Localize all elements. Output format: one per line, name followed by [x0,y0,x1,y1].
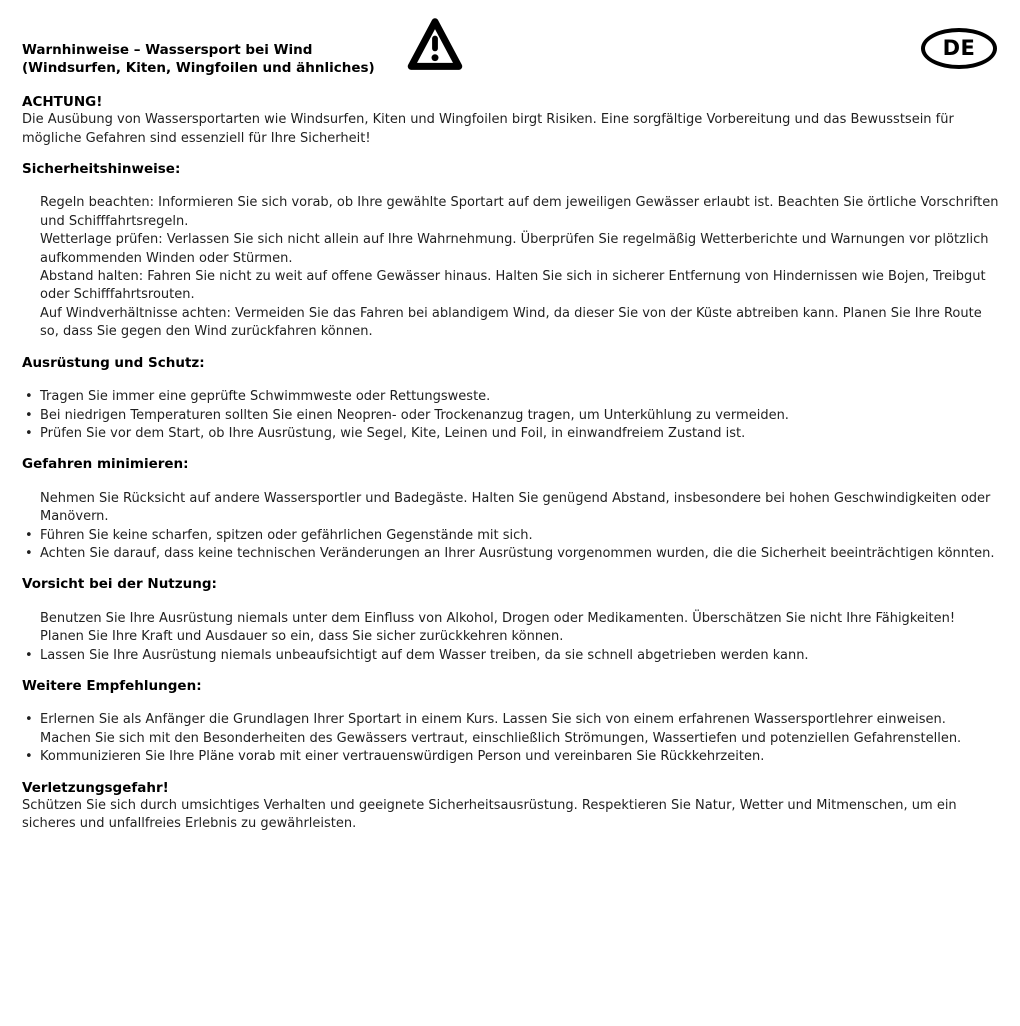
item-text: Lassen Sie Ihre Ausrüstung niemals unbeaufsichtigt auf dem Wasser treiben, da sie schnell abgetrieben werden kann. [40,647,809,663]
text-item [22,490,1000,527]
text-item [22,610,1000,647]
item-text: Achten Sie darauf, dass keine technischen Veränderungen an Ihrer Ausrüstung vorgenommen wurden, die die Sicherheit beeinträchtigen könnten. [40,545,995,561]
item-text: Führen Sie keine scharfen, spitzen oder gefährlichen Gegenstände mit sich. [40,527,533,543]
text-item [22,305,1000,342]
doc-section [22,455,1000,563]
item-text: Prüfen Sie vor dem Start, ob Ihre Ausrüstung, wie Segel, Kite, Leinen und Foil, in einwandfreiem Zustand ist. [40,425,746,441]
section-heading: ACHTUNG! [22,93,103,110]
item-text: Erlernen Sie als Anfänger die Grundlagen Ihrer Sportart in einem Kurs. Lassen Sie sich von einem erfahrenen Wassersportlehrer einweisen. [40,712,946,728]
item-text: Kommunizieren Sie Ihre Pläne vorab mit einer vertrauenswürdigen Person und vereinbaren Sie Rückkehrzeiten. [40,749,765,765]
text-item [22,231,1000,268]
bullet-item [22,527,1000,545]
item-text: Die Ausübung von Wassersportarten wie Windsurfen, Kiten und Wingfoilen birgt Risiken. Eine sorgfältige Vorbereitung und das Bewusstsein für mögliche Gefahren sind essenziell für Ihre Sicherheit! [22,112,954,146]
bullet-marker-icon: • [25,749,33,765]
item-text: Abstand halten: Fahren Sie nicht zu weit auf offene Gewässer hinaus. Halten Sie sich in sicherer Entfernung von Hindernissen wie Bojen, Treibgut oder Schifffahrtsrouten. [40,269,986,303]
document-title [22,41,1000,78]
section-heading: Vorsicht bei der Nutzung: [22,576,217,593]
bullet-marker-icon: • [25,545,33,561]
doc-section [22,677,1000,767]
warning-triangle-icon [406,16,464,75]
section-heading: Ausrüstung und Schutz: [22,354,205,371]
doc-section [22,160,1000,342]
bullet-item [22,545,1000,563]
doc-section [22,779,1000,834]
document-header [22,41,1000,78]
text-item [22,111,1000,148]
item-text: Bei niedrigen Temperaturen sollten Sie einen Neopren- oder Trockenanzug tragen, um Unterkühlung zu vermeiden. [40,407,789,423]
item-text: Regeln beachten: Informieren Sie sich vorab, ob Ihre gewählte Sportart auf dem jeweiligen Gewässer erlaubt ist. Beachten Sie örtliche Vorschriften und Schifffahrtsregeln. [40,195,999,229]
title-line-1: Warnhinweise – Wassersport bei Wind [22,42,313,58]
item-text: Wetterlage prüfen: Verlassen Sie sich nicht allein auf Ihre Wahrnehmung. Überprüfen Sie regelmäßig Wetterberichte und Warnungen vor plötzlich aufkommenden Winden oder Stürmen. [40,232,989,266]
item-text: Machen Sie sich mit den Besonderheiten des Gewässers vertraut, einschließlich Strömungen, Wassertiefen und potenziellen Gefahrenstellen. [40,730,962,746]
item-text: Schützen Sie sich durch umsichtiges Verhalten und geeignete Sicherheitsausrüstung. Respektieren Sie Natur, Wetter und Mitmenschen, um ein sicheres und unfallfreies Erlebnis zu gewährleisten. [22,798,957,832]
bullet-marker-icon: • [25,389,33,405]
text-item [22,730,1000,748]
bullet-marker-icon: • [25,425,33,441]
text-item [22,797,1000,834]
section-heading: Verletzungsgefahr! [22,779,169,796]
text-item [22,194,1000,231]
item-text: Nehmen Sie Rücksicht auf andere Wassersportler und Badegäste. Halten Sie genügend Abstand, insbesondere bei hohen Geschwindigkeiten oder Manövern. [40,490,991,525]
bullet-item [22,425,1000,443]
section-heading: Sicherheitshinweise: [22,161,181,178]
text-item [22,268,1000,305]
bullet-item [22,748,1000,766]
doc-section [22,354,1000,444]
item-text: Auf Windverhältnisse achten: Vermeiden Sie das Fahren bei ablandigem Wind, da dieser Sie von der Küste abtreiben kann. Planen Sie Ihre Route so, dass Sie gegen den Wind zurückfahren können. [40,305,982,340]
language-badge-label: DE [942,36,976,60]
section-heading: Gefahren minimieren: [22,456,189,473]
title-line-2: (Windsurfen, Kiten, Wingfoilen und ähnliches) [22,60,375,77]
bullet-item [22,647,1000,665]
language-badge [921,28,997,69]
item-text: Tragen Sie immer eine geprüfte Schwimmweste oder Rettungsweste. [40,389,491,405]
document-body [22,93,1000,834]
bullet-marker-icon: • [25,527,33,543]
bullet-marker-icon: • [25,712,33,728]
doc-section [22,575,1000,665]
item-text: Benutzen Sie Ihre Ausrüstung niemals unter dem Einfluss von Alkohol, Drogen oder Medikamenten. Überschätzen Sie nicht Ihre Fähigkeiten! Planen Sie Ihre Kraft und Ausdauer so ein, dass Sie sicher zurückkehren können. [40,610,956,645]
doc-section [22,93,1000,148]
bullet-item [22,711,1000,729]
bullet-marker-icon: • [25,647,33,663]
bullet-item [22,388,1000,406]
section-heading: Weitere Empfehlungen: [22,677,202,694]
bullet-item [22,407,1000,425]
bullet-marker-icon: • [25,407,33,423]
